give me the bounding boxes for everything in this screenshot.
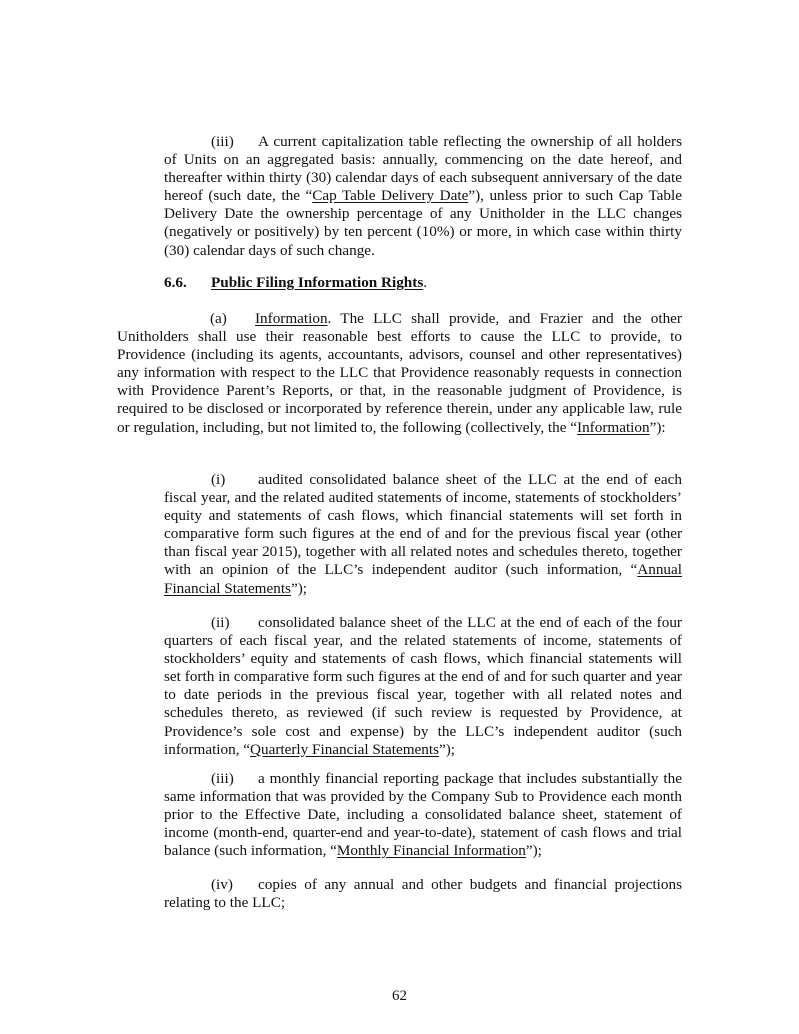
paragraph-iv-budgets: [164, 876, 682, 912]
text-run: ”);: [290, 579, 307, 597]
text-run: . The LLC shall provide, and Frazier and the other Unitholders shall use their reasonable best efforts to cause the LLC to provide, to Providence (including its agents, accountants, advisors, counsel and other representatives) any information with respect to the LLC that Providence reasonably requests in connection with Providence Parent’s Reports, or that, in the reasonable judgment of Providence, is required to be disclosed or incorporated by reference therein, under any applicable law, rule or regulation, including, but not limited to, the following (collectively, the “: [117, 310, 682, 436]
clause-label: (a): [210, 310, 227, 327]
text-run: ”), unless prior to such Cap Table Delivery Date the ownership percentage of any Unitholder in the LLC changes (negatively or positively) by ten percent (10%) or more, in which case within thirty (30) calendar days of such change.: [164, 187, 682, 259]
page-number: 62: [392, 988, 407, 1004]
text-run: ”):: [649, 418, 666, 436]
text-run: a monthly financial reporting package that includes substantially the same information that was provided by the Company Sub to Providence each month prior to the Effective Date, including a consolidated balance sheet, statement of income (month-end, quarter-end and year-to-date), statement of cash flows and trial balance (such information, “: [164, 770, 682, 860]
section-heading: [164, 274, 427, 292]
paragraph-text: [117, 310, 682, 436]
paragraph-text: [164, 471, 682, 597]
text-run: audited consolidated balance sheet of the LLC at the end of each fiscal year, and the related audited statements of income, statements of stockholders’ equity and statements of cash flows, which financial statements will set forth in comparative form such figures at the end of and for the previous fiscal year (other than fiscal year 2015), together with all related notes and schedules thereto, together with an opinion of the LLC’s independent auditor (such information, “: [164, 471, 682, 579]
paragraph-ii-quarterly: [164, 614, 682, 759]
text-run: A current capitalization table reflecting the ownership of all holders of Units on an aggregated basis: annually, commencing on the date hereof, and thereafter within thirty (30) calendar days of each subsequent anniversary of the date hereof (such date, the “: [164, 133, 682, 205]
section-number: 6.6.: [164, 274, 187, 291]
paragraph-i-annual: [164, 471, 682, 598]
paragraph-text: [164, 133, 682, 259]
defined-term: Information: [255, 310, 328, 327]
paragraph-iii-monthly: [164, 770, 682, 860]
paragraph-iii-cap-table: [164, 133, 682, 260]
defined-term: Quarterly Financial Statements: [250, 740, 439, 758]
section-title: Public Filing Information Rights: [211, 274, 424, 291]
defined-term: Information: [577, 418, 650, 436]
clause-label: (ii): [211, 614, 230, 631]
text-run: copies of any annual and other budgets and financial projections relating to the LLC;: [164, 876, 682, 912]
paragraph-a-information: [117, 310, 682, 437]
section-title-period: .: [423, 274, 428, 291]
defined-term: Annual Financial Statements: [164, 561, 682, 597]
clause-label: (iv): [211, 876, 233, 893]
text-run: ”);: [525, 842, 542, 860]
clause-label: (iii): [211, 133, 234, 150]
clause-label: (iii): [211, 770, 234, 787]
clause-label: (i): [211, 471, 226, 488]
text-run: ”);: [439, 740, 456, 758]
defined-term: Monthly Financial Information: [336, 842, 526, 860]
text-run: consolidated balance sheet of the LLC at the end of each of the four quarters of each fiscal year, and the related statements of income, statements of stockholders’ equity and statements of cash flows, which financial statements will set forth in comparative form such figures at the end of and for such quarter and year to date periods in the previous fiscal year, together with all related notes and schedules thereto, as reviewed (if such review is requested by Providence, at Providence’s sole cost and expense) by the LLC’s independent auditor (such information, “: [164, 614, 682, 758]
paragraph-text: [164, 614, 682, 758]
defined-term: Cap Table Delivery Date: [312, 187, 469, 205]
